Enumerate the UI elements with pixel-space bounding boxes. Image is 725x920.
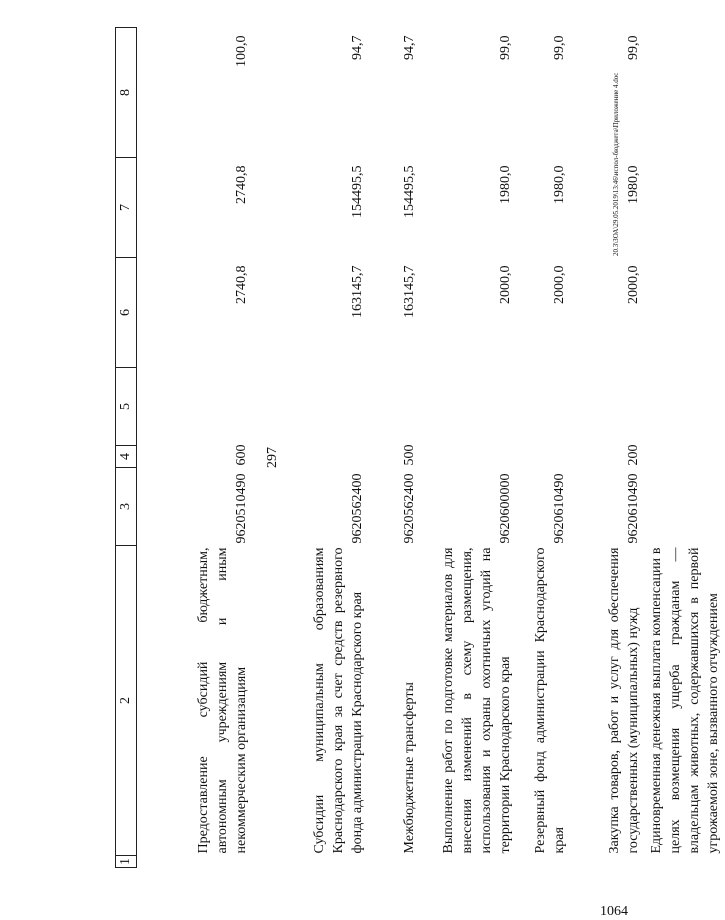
row-col5: [517, 368, 571, 446]
row-col8: 99,0: [552, 35, 567, 60]
header-row: [116, 28, 137, 868]
row-col6: [645, 258, 725, 368]
col-header-1: 1: [116, 856, 137, 868]
row-col6: 163145,7: [402, 265, 417, 318]
row-vr: [645, 446, 725, 468]
rotated-table-container: [115, 28, 721, 868]
row-name: Субсидии муниципальным образованиям Краснодарского края за счет средств резервного фонда администрации Краснодарского края: [312, 547, 365, 854]
row-col6: 163145,7: [350, 265, 365, 318]
row-col8: 100,0: [234, 35, 249, 67]
row-col7: [645, 158, 725, 258]
table-row: [645, 28, 725, 868]
row-code: 9620562400: [402, 473, 417, 544]
page-number: 297: [265, 447, 280, 468]
row-name: Закупка товаров, работ и услуг для обеспечения государственных (муниципальных) нужд: [607, 547, 641, 854]
row-code: 9620562400: [350, 473, 365, 544]
row-vr: 200: [626, 444, 641, 466]
budget-table: [115, 27, 725, 868]
table-row: [517, 28, 571, 868]
col-header-5: 5: [116, 368, 137, 446]
table-row: [421, 28, 517, 868]
row-col7: 154495,5: [402, 165, 417, 218]
col-header-8: 8: [116, 28, 137, 158]
row-col6: 2000,0: [552, 265, 567, 304]
row-vr: [253, 446, 369, 468]
row-col8: 94,7: [350, 35, 365, 60]
row-name: Предоставление субсидий бюджетным, автономным учреждениям и иным некоммерческим организациям: [196, 547, 249, 854]
side-page-number: 1064: [600, 904, 628, 919]
row-vr: 500: [402, 444, 417, 466]
table-row: [369, 28, 421, 868]
row-code: 9620600000: [498, 473, 513, 544]
row-name: Единовременная денежная выплата компенсации в целях возмещения ущерба гражданам — владельцам животных, содержавшихся в первой угрожаемой зоне, вызванного отчуждением: [649, 547, 721, 854]
row-col5: [645, 368, 725, 446]
row-col8: 99,0: [626, 35, 641, 60]
row-col7: 1980,0: [626, 165, 641, 204]
row-name: Выполнение работ по подготовке материалов для внесения изменений в схему размещения, использования и охраны охотничьих угодий на территории Краснодарского края: [441, 547, 513, 854]
row-col8: [645, 28, 725, 158]
row-name: Межбюджетные трансферты: [402, 682, 417, 854]
table-row: [137, 28, 254, 868]
table-row: [253, 28, 369, 868]
row-vr: [421, 446, 517, 468]
row-col7: 154495,5: [350, 165, 365, 218]
row-col6: 2740,8: [234, 265, 249, 304]
row-vr: [517, 446, 571, 468]
row-vr: 600: [234, 444, 249, 466]
row-col8: 94,7: [402, 35, 417, 60]
col-header-3: 3: [116, 468, 137, 546]
col-header-4: 4: [116, 446, 137, 468]
row-name: Резервный фонд администрации Краснодарского края: [533, 547, 567, 854]
row-col5: [137, 368, 254, 446]
row-col6: 2000,0: [498, 265, 513, 304]
footer-file-path: 20.3\ЗОА\29.05.2019\13:46\испол-бюджета\Приложение 4.doc: [612, 72, 620, 256]
row-col5: [421, 368, 517, 446]
row-col5: [369, 368, 421, 446]
row-code: [645, 468, 725, 546]
col-header-7: 7: [116, 158, 137, 258]
row-col7: 1980,0: [498, 165, 513, 204]
row-code: 9620610490: [552, 473, 567, 544]
row-col6: 2000,0: [626, 265, 641, 304]
col-header-6: 6: [116, 258, 137, 368]
row-col7: 1980,0: [552, 165, 567, 204]
row-col8: 99,0: [498, 35, 513, 60]
row-code: 9620610490: [626, 473, 641, 544]
col-header-2: 2: [116, 546, 137, 856]
row-col5: [571, 368, 645, 446]
row-col7: 2740,8: [234, 165, 249, 204]
table-row: [571, 28, 645, 868]
row-col5: [253, 368, 369, 446]
row-code: 9620510490: [234, 473, 249, 544]
